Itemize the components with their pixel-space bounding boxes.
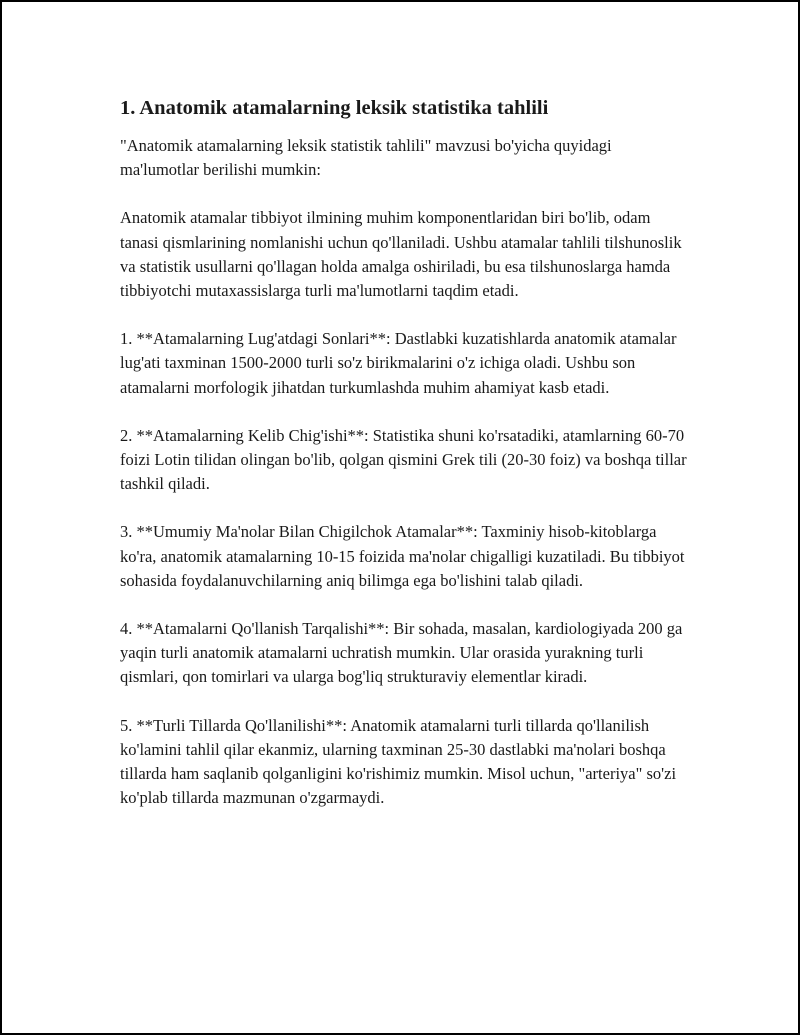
point-paragraph-4: 4. **Atamalarni Qo'llanish Tarqalishi**: Bir sohada, masalan, kardiologiyada 200 ga yaqin turli anatomik atamalarni uchratish mumkin. Ular orasida yurakning turli qismlari, qon tomirlari va ularga bog'liq strukturaviy elementlar kiradi. <box>120 619 683 687</box>
overview-paragraph: Anatomik atamalar tibbiyot ilmining muhim komponentlaridan biri bo'lib, odam tanasi qismlarining nomlanishi uchun qo'llaniladi. Ushbu atamalar tahlili tilshunoslik va statistik usullarni qo'llagan holda amalga oshiriladi, bu esa tilshunoslarga hamda tibbiyotchi mutaxassislarga turli ma'lumotlarni taqdim etadi. <box>120 208 682 301</box>
document-body <box>120 94 692 810</box>
point-paragraph-2: 2. **Atamalarning Kelib Chig'ishi**: Statistika shuni ko'rsatadiki, atamlarning 60-70 foizi Lotin tilidan olingan bo'lib, qolgan qismini Grek tili (20-30 foiz) va boshqa tillar tashkil qiladi. <box>120 425 687 494</box>
point-paragraph-1: 1. **Atamalarning Lug'atdagi Sonlari**: Dastlabki kuzatishlarda anatomik atamalar lug'ati taxminan 1500-2000 turli so'z birikmalarini o'z ichiga oladi. Ushbu son atamalarni morfologik jihatdan turkumlashda muhim ahamiyat kasb etadi. <box>120 329 677 397</box>
point-paragraph-5: 5. **Turli Tillarda Qo'llanilishi**: Anatomik atamalarni turli tillarda qo'llanilish ko'lamini tahlil qilar ekanmiz, ularning taxminan 25-30 dastlabki ma'nolari boshqa tillarda ham saqlanib qolganligini ko'rishimiz mumkin. Misol uchun, "arteriya" so'zi ko'plab tillarda mazmunan o'zgarmaydi. <box>120 715 677 808</box>
intro-paragraph: "Anatomik atamalarning leksik statistik tahlili" mavzusi bo'yicha quyidagi ma'lumotlar berilishi mumkin: <box>120 136 612 180</box>
document-title: 1. Anatomik atamalarning leksik statistika tahlili <box>120 97 549 119</box>
point-paragraph-3: 3. **Umumiy Ma'nolar Bilan Chigilchok Atamalar**: Taxminiy hisob-kitoblarga ko'ra, anatomik atamalarning 10-15 foizida ma'nolar chigalligi kuzatiladi. Bu tibbiyot sohasida foydalanuvchilarning aniq bilimga ega bo'lishini talab qiladi. <box>120 522 685 590</box>
